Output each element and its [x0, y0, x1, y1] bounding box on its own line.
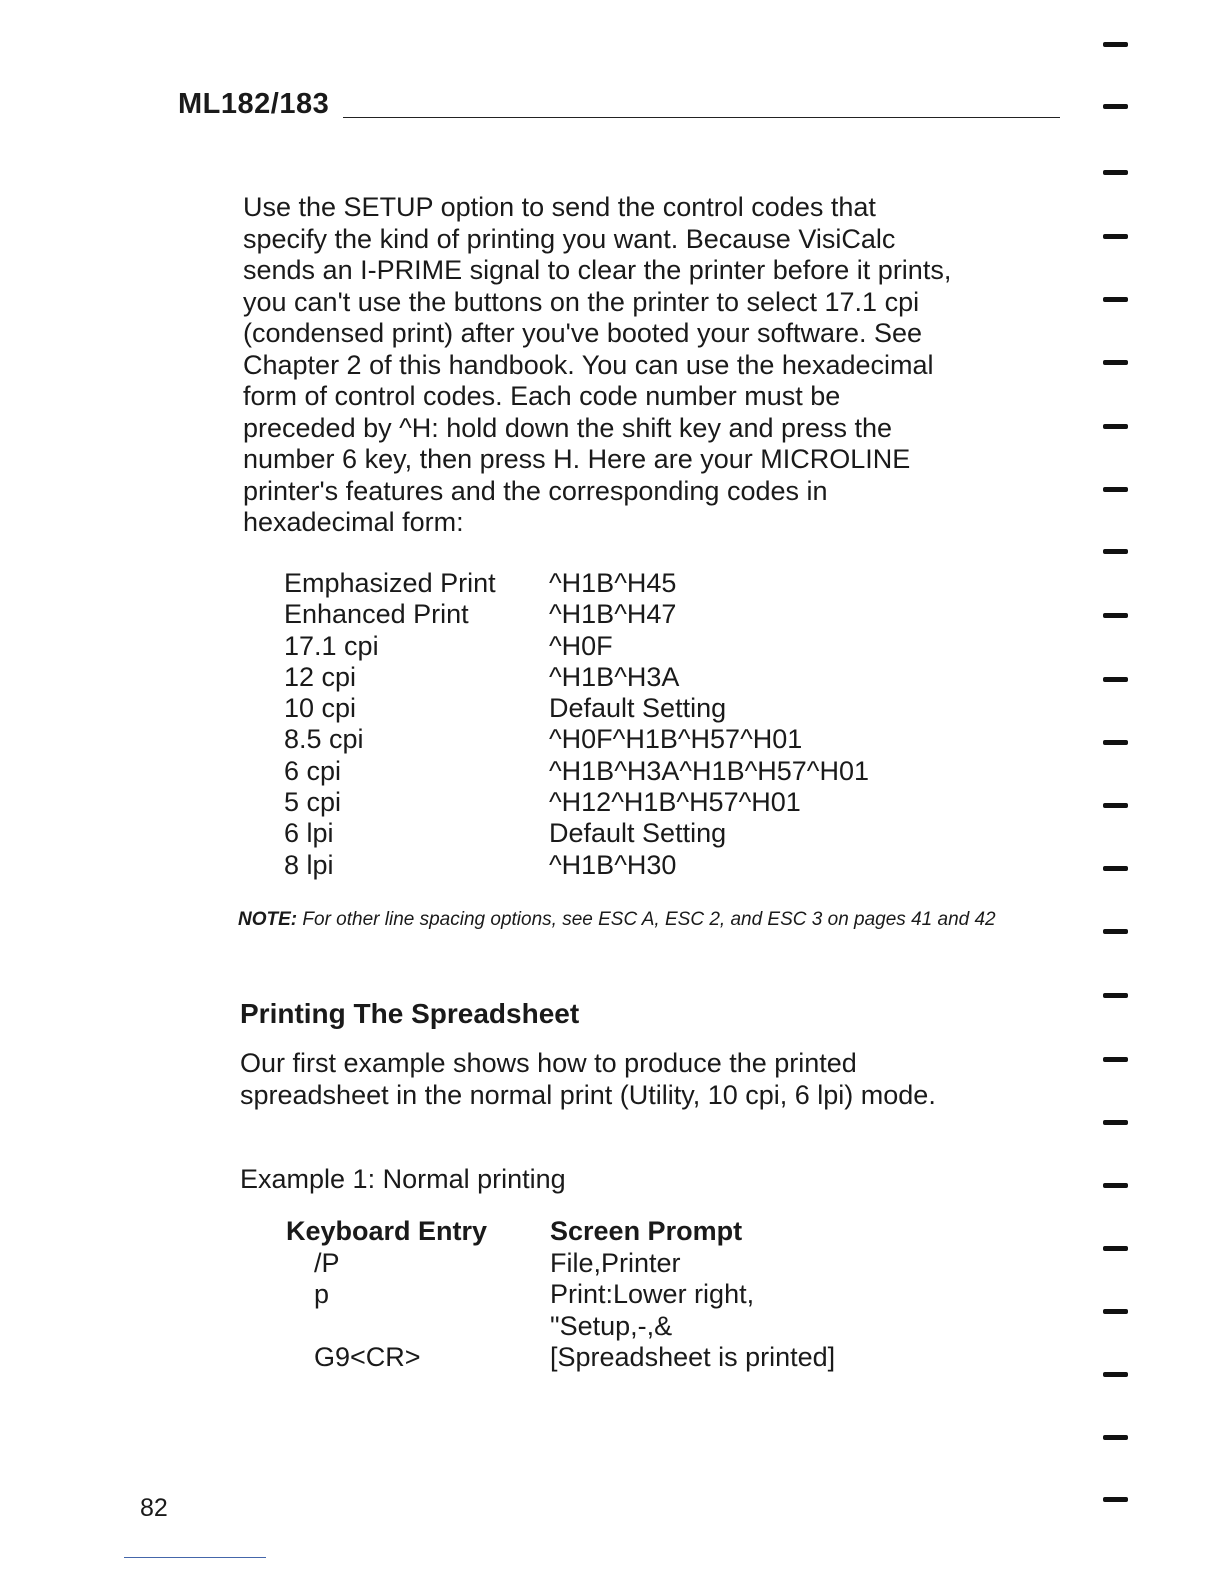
binding-mark [1103, 360, 1128, 365]
example-table [286, 1216, 835, 1374]
feature-code: Default Setting [549, 693, 727, 724]
binding-mark [1103, 1309, 1128, 1314]
code-row [284, 818, 869, 849]
binding-mark [1103, 1120, 1128, 1125]
screen-prompt: File,Printer [550, 1247, 681, 1278]
intro-line: Use the SETUP option to send the control codes that [243, 192, 876, 222]
example-label: Example 1: Normal printing [240, 1164, 566, 1194]
example-row [286, 1248, 835, 1280]
binding-mark [1103, 1497, 1128, 1502]
section-heading: Printing The Spreadsheet [240, 998, 580, 1029]
intro-paragraph [243, 192, 1003, 539]
binding-mark [1103, 1435, 1128, 1440]
feature-code: ^H0F [549, 630, 613, 661]
code-row [284, 724, 869, 755]
binding-mark [1103, 170, 1128, 175]
binding-mark [1103, 613, 1128, 618]
binding-mark [1103, 677, 1128, 682]
code-row [284, 599, 869, 630]
example-row [286, 1342, 835, 1374]
feature-code: ^H1B^H47 [549, 599, 677, 630]
code-row [284, 693, 869, 724]
feature-name: 6 cpi [284, 755, 342, 786]
code-row [284, 850, 869, 881]
code-row [284, 756, 869, 787]
feature-code: ^H0F^H1B^H57^H01 [549, 724, 803, 755]
intro-line: number 6 key, then press H. Here are your MICROLINE [243, 444, 911, 474]
section-body: Our first example shows how to produce the printed spreadsheet in the normal print (Utility, 10 cpi, 6 lpi) mode. [240, 1048, 936, 1110]
control-codes-table [284, 568, 869, 881]
binding-mark [1103, 1246, 1128, 1251]
binding-mark [1103, 549, 1128, 554]
screen-prompt: "Setup,-,& [550, 1310, 673, 1341]
feature-code: ^H1B^H3A [549, 661, 680, 692]
code-row [284, 631, 869, 662]
feature-code: ^H1B^H3A^H1B^H57^H01 [549, 755, 869, 786]
header-rule [343, 117, 1060, 118]
code-row [284, 787, 869, 818]
intro-line: (condensed print) after you've booted your software. See [243, 318, 923, 348]
feature-code: ^H1B^H30 [549, 849, 677, 880]
keyboard-entry: /P [314, 1247, 340, 1278]
feature-name: 17.1 cpi [284, 630, 379, 661]
example-row [286, 1311, 835, 1343]
binding-mark [1103, 487, 1128, 492]
page-header [178, 88, 1060, 128]
feature-code: Default Setting [549, 818, 727, 849]
keyboard-entry: G9<CR> [314, 1342, 421, 1372]
binding-mark [1103, 929, 1128, 934]
intro-line: Chapter 2 of this handbook. You can use the hexadecimal [243, 349, 934, 380]
binding-mark [1103, 234, 1128, 239]
binding-mark [1103, 297, 1128, 302]
feature-code: ^H12^H1B^H57^H01 [549, 787, 801, 818]
binding-mark [1103, 1183, 1128, 1188]
intro-line: specify the kind of printing you want. Because VisiCalc [243, 223, 896, 254]
binding-mark [1103, 42, 1128, 47]
bottom-rule [124, 1557, 266, 1558]
screen-prompt: [Spreadsheet is printed] [550, 1342, 836, 1372]
page-number: 82 [140, 1494, 168, 1522]
binding-mark [1103, 866, 1128, 871]
feature-code: ^H1B^H45 [549, 568, 677, 598]
keyboard-entry-header: Keyboard Entry [286, 1216, 488, 1246]
intro-line: printer's features and the corresponding codes in [243, 475, 828, 506]
intro-line: you can't use the buttons on the printer to select 17.1 cpi [243, 286, 920, 317]
binding-mark [1103, 803, 1128, 808]
screen-prompt-header: Screen Prompt [550, 1216, 743, 1246]
binding-mark [1103, 104, 1128, 109]
binding-mark [1103, 740, 1128, 745]
intro-line: sends an I-PRIME signal to clear the printer before it prints, [243, 255, 952, 285]
header-title: ML182/183 [178, 88, 330, 120]
screen-prompt: Print:Lower right, [550, 1279, 755, 1309]
feature-name: 8.5 cpi [284, 724, 364, 755]
binding-mark [1103, 1057, 1128, 1062]
feature-name: 6 lpi [284, 818, 334, 849]
code-row [284, 662, 869, 693]
binding-mark [1103, 993, 1128, 998]
binding-mark [1103, 424, 1128, 429]
example-table-header [286, 1216, 835, 1248]
feature-name: Emphasized Print [284, 568, 496, 598]
note-text: For other line spacing options, see ESC A, ESC 2, and ESC 3 on pages 41 and 42 [302, 909, 996, 930]
note-block [238, 906, 998, 934]
intro-line: preceded by ^H: hold down the shift key and press the [243, 412, 893, 443]
code-row [284, 568, 869, 599]
feature-name: Enhanced Print [284, 599, 469, 630]
intro-line: hexadecimal form: [243, 507, 464, 537]
feature-name: 8 lpi [284, 849, 334, 880]
keyboard-entry [286, 1311, 550, 1343]
feature-name: 10 cpi [284, 693, 357, 724]
intro-line: form of control codes. Each code number must be [243, 381, 841, 411]
keyboard-entry: p [314, 1279, 330, 1309]
feature-name: 12 cpi [284, 661, 357, 692]
binding-mark [1103, 1372, 1128, 1377]
note-label: NOTE: [238, 909, 298, 930]
example-row [286, 1279, 835, 1311]
feature-name: 5 cpi [284, 787, 342, 818]
